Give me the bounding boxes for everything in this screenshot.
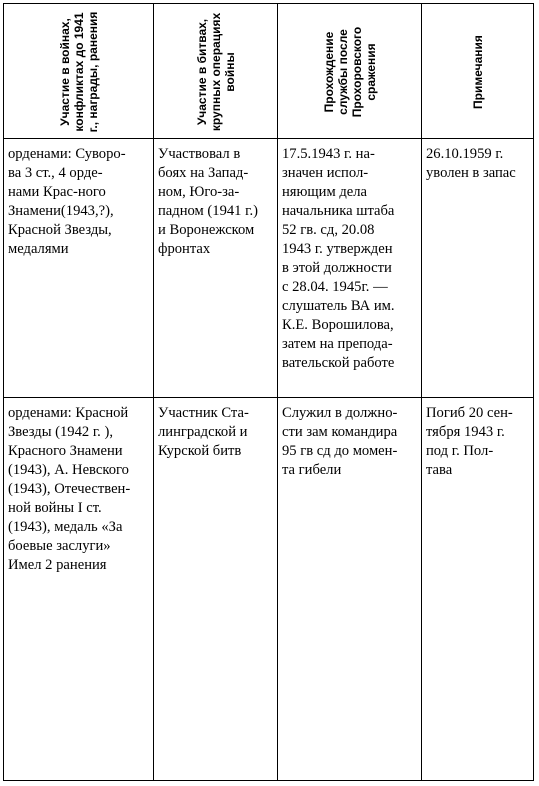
cell-notes: Погиб 20 сен- тября 1943 г. под г. Пол- тава [426,405,513,478]
data-table [3,3,534,781]
cell-service: 17.5.1943 г. на- значен испол- няющим дела начальника штаба 52 гв. сд, 20.08 1943 г. утвержден в этой должности с 28.04. 1945г. — слушатель ВА им. К.Е. Ворошилова, затем на препода- вательской работе [282,146,395,371]
header-cell-battles [154,4,277,139]
cell-service: Служил в должно- сти зам командира 95 гв сд до момен- та гибели [282,405,398,478]
cell-battles: Участвовал в боях на Запад- ном, Юго-за- падном (1941 г.) и Воронежском фронтах [158,146,258,257]
header-cell-notes [422,4,533,139]
cell-battles: Участник Ста- линградской и Курской битв [158,405,249,459]
header-battles: Участие в битвах, крупных операциях войны [194,12,237,131]
header-awards: Участие в войнах, конфликтах до 1941 г., награды, ранения [57,11,100,132]
cell-notes: 26.10.1959 г. уволен в запас [426,146,516,181]
cell-awards: орденами: Красной Звезды (1942 г. ), Красного Знамени (1943), А. Невского (1943), Отечествен- ной войны I ст. (1943), медаль «За боевые заслуги» Имел 2 ранения [8,405,131,573]
header-cell-service [278,4,421,139]
cell-awards: орденами: Суворо- ва 3 ст., 4 орде- нами Крас-ного Знамени(1943,?), Красной Звезды, медалями [8,146,126,257]
header-cell-awards [4,4,153,139]
header-notes: Примечания [470,34,485,109]
header-service: Прохождение службы после Прохоровского сражения [321,26,378,117]
